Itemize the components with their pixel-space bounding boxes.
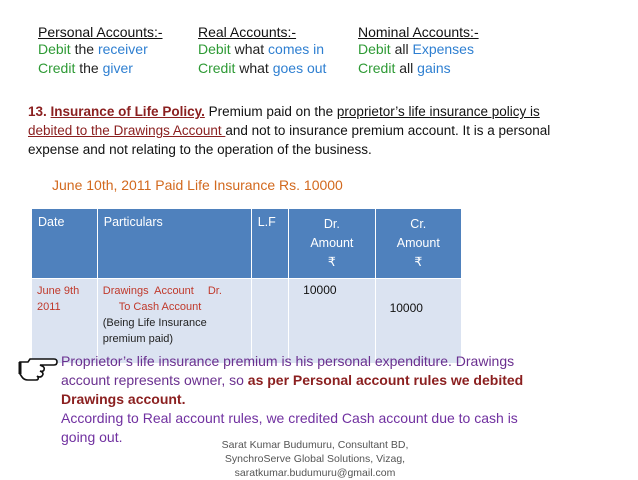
entry-credit-account: To Cash Account — [118, 301, 202, 313]
entry-narration-2: premium paid) — [102, 333, 174, 345]
nominal-accounts-title: Nominal Accounts:- — [358, 24, 479, 40]
nominal-debit-word: Debit — [358, 41, 391, 57]
transaction-description: June 10th, 2011 Paid Life Insurance Rs. 10000 — [52, 177, 343, 193]
real-credit-object: goes out — [272, 60, 327, 76]
item-line-3: expense and not relating to the operation of the business. — [28, 142, 372, 157]
entry-date-line2: 2011 — [37, 301, 61, 313]
personal-debit-word: Debit — [38, 41, 71, 57]
personal-credit-object: giver — [102, 60, 133, 76]
item-underlined-2: debited to the Drawings Account — [28, 123, 226, 138]
item-text-2: and not to insurance premium account. It is a personal — [225, 123, 551, 138]
footer-line-1: Sarat Kumar Budumuru, Consultant BD, — [221, 439, 409, 451]
rupee-icon: ₹ — [414, 255, 423, 269]
real-credit-word: Credit — [198, 60, 236, 76]
entry-narration-1: (Being Life Insurance — [102, 317, 207, 329]
note-line-2a: account represents owner, so — [61, 372, 248, 388]
personal-debit-line — [38, 40, 163, 59]
note-line-1: Proprietor’s life insurance premium is his personal expenditure. Drawings — [61, 353, 515, 369]
header-particulars: Particulars — [97, 209, 251, 279]
personal-debit-connector: the — [70, 41, 98, 57]
entry-dr-amount: 10000 — [289, 279, 375, 364]
rupee-icon: ₹ — [327, 255, 336, 269]
note-line-3 — [61, 390, 581, 409]
note-line-2 — [61, 371, 581, 390]
item-line-1 — [28, 102, 628, 121]
personal-credit-connector: the — [75, 60, 103, 76]
real-debit-object: comes in — [268, 41, 325, 57]
real-accounts-title: Real Accounts:- — [198, 24, 297, 40]
footer-line-2: SynchroServe Global Solutions, Vizag, — [224, 453, 406, 465]
nominal-credit-word: Credit — [358, 60, 396, 76]
item-underlined-1: proprietor’s life insurance policy is — [336, 104, 540, 119]
entry-dr-mark: Dr. — [207, 285, 222, 297]
journal-header-row — [32, 209, 462, 279]
real-credit-connector: what — [235, 60, 273, 76]
header-dr-line1: Dr. — [323, 217, 340, 231]
entry-date-line1: June 9th — [37, 285, 80, 297]
header-cr-line2: Amount — [396, 236, 440, 250]
entry-date — [32, 279, 98, 364]
header-cr-amount — [375, 209, 461, 279]
personal-credit-word: Credit — [38, 60, 76, 76]
real-debit-line — [198, 40, 326, 59]
note-line-4: According to Real account rules, we credited Cash account due to cash is — [61, 410, 518, 426]
journal-entry-row — [32, 279, 462, 364]
personal-accounts-title: Personal Accounts:- — [38, 24, 163, 40]
entry-debit-account: Drawings Account — [102, 285, 194, 297]
nominal-credit-line — [358, 59, 479, 78]
header-lf: L.F — [251, 209, 288, 279]
real-debit-connector: what — [230, 41, 269, 57]
footer-email: saratkumar.budumuru@gmail.com — [234, 467, 396, 479]
note-line-2b: as per Personal account rules we debited — [247, 372, 524, 388]
item-heading: Insurance of Life Policy. — [50, 104, 205, 119]
personal-debit-object: receiver — [97, 41, 148, 57]
nominal-debit-connector: all — [390, 41, 413, 57]
item-text-1: Premium paid on the — [204, 104, 337, 119]
header-dr-amount — [289, 209, 375, 279]
entry-particulars — [97, 279, 251, 364]
header-dr-line2: Amount — [310, 236, 354, 250]
journal-table — [31, 208, 462, 364]
personal-accounts-rule — [38, 24, 163, 78]
header-date: Date — [32, 209, 98, 279]
nominal-accounts-rule — [358, 24, 479, 78]
entry-cr-amount: 10000 — [375, 279, 461, 364]
real-accounts-rule — [198, 24, 326, 78]
note-line-5: going out. — [61, 429, 123, 445]
item-paragraph — [28, 102, 628, 159]
nominal-debit-line — [358, 40, 479, 59]
item-number: 13. — [28, 104, 47, 119]
personal-credit-line — [38, 59, 163, 78]
pointing-hand-icon — [18, 356, 58, 382]
header-cr-line1: Cr. — [410, 217, 427, 231]
explanation-note — [61, 352, 581, 447]
entry-lf — [251, 279, 288, 364]
nominal-credit-connector: all — [395, 60, 418, 76]
item-line-2 — [28, 121, 628, 140]
real-debit-word: Debit — [198, 41, 231, 57]
author-footer — [215, 438, 415, 480]
nominal-credit-object: gains — [417, 60, 451, 76]
entry-debit-line — [103, 283, 246, 299]
nominal-debit-object: Expenses — [412, 41, 474, 57]
note-line-3-bold: Drawings account. — [61, 391, 186, 407]
real-credit-line — [198, 59, 326, 78]
